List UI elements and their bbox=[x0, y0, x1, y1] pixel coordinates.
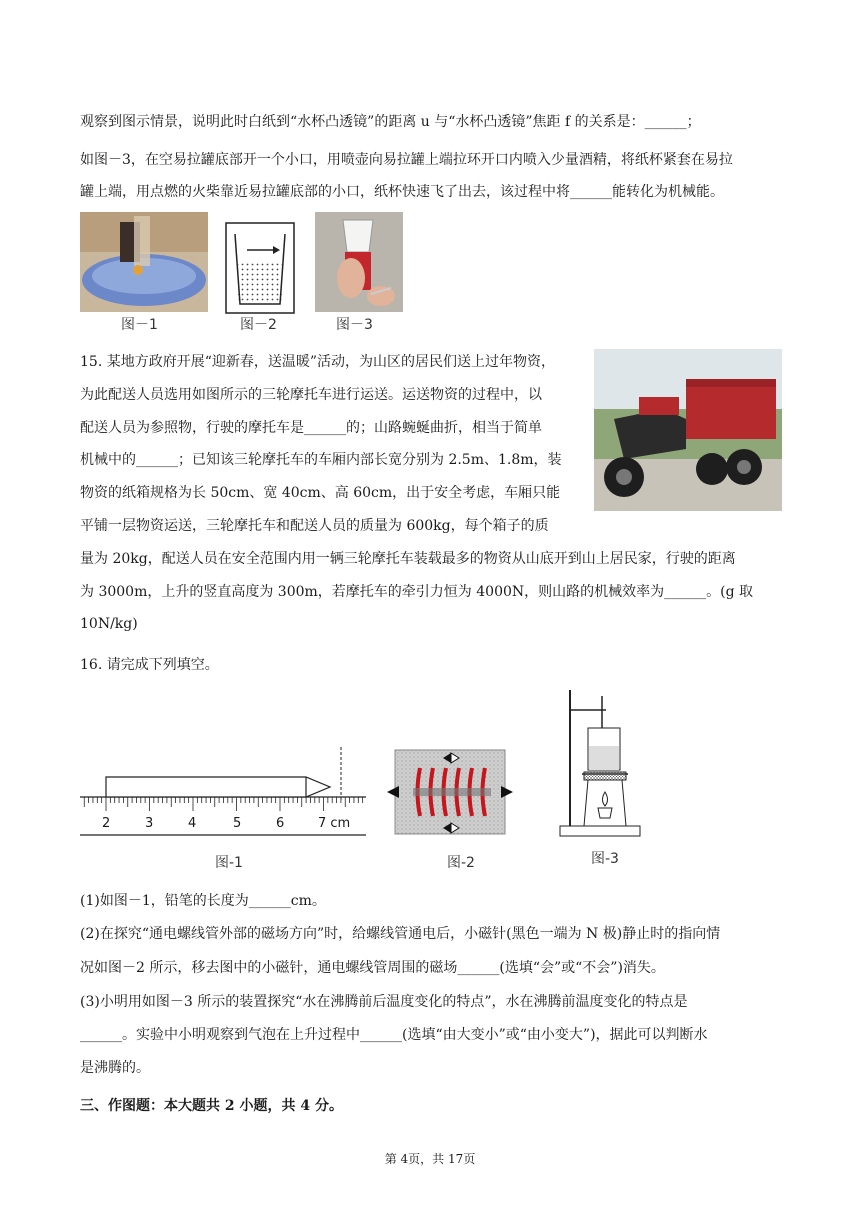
q15-line-5: 物资的纸箱规格为长 50cm、宽 40cm、高 60cm，出于安全考虑，车厢只能 bbox=[80, 485, 561, 501]
caption-bottom-fig1: 图-1 bbox=[215, 855, 243, 871]
q15-line-4: 机械中的______；已知该三轮摩托车的车厢内部长宽分别为 2.5m、1.8m，装 bbox=[80, 452, 562, 468]
solenoid-photo-figure bbox=[385, 748, 515, 836]
q16-title: 16. 请完成下列填空。 bbox=[80, 657, 219, 673]
q16-sub3-line2: ______。实验中小明观察到气泡在上升过程中______(选填“由大变小”或“由小变大”)，据此可以判断水 bbox=[80, 1027, 708, 1043]
caption-bottom-fig3: 图-3 bbox=[591, 851, 619, 867]
q16-sub2-line2: 况如图－2 所示，移去图中的小磁针，通电螺线管周围的磁场______(选填“会”或“不会”)消失。 bbox=[80, 960, 665, 976]
text-line-3: 罐上端，用点燃的火柴靠近易拉罐底部的小口，纸杯快速飞了出去，该过程中将______能转化为机械能。 bbox=[80, 184, 724, 200]
photo-can-cup-figure bbox=[315, 212, 403, 312]
photo-basin-figure bbox=[80, 212, 208, 312]
ruler-tick-label: 3 bbox=[145, 816, 154, 831]
caption-top-fig3: 图－3 bbox=[336, 317, 373, 333]
q16-sub2-line1: (2)在探究“通电螺线管外部的磁场方向”时，给螺线管通电后，小磁针(黑色一端为 N 极)静止时的指向情 bbox=[80, 926, 721, 942]
ruler-tick-label: 6 bbox=[276, 816, 285, 831]
q15-line-1: 15. 某地方政府开展“迎新春，送温暖”活动，为山区的居民们送上过年物资， bbox=[80, 354, 556, 370]
q16-sub3-line3: 是沸腾的。 bbox=[80, 1060, 150, 1076]
section-heading-drawing: 三、作图题：本大题共 2 小题，共 4 分。 bbox=[80, 1098, 343, 1114]
q16-sub3-line1: (3)小明用如图－3 所示的装置探究“水在沸腾前后温度变化的特点”，水在沸腾前温度变化的特点是 bbox=[80, 994, 688, 1010]
q15-line-9: 10N/kg) bbox=[80, 616, 138, 632]
q15-line-6: 平铺一层物资运送，三轮摩托车和配送人员的质量为 600kg，每个箱子的质 bbox=[80, 518, 549, 534]
boiling-apparatus-figure bbox=[558, 688, 643, 838]
q15-line-3: 配送人员为参照物，行驶的摩托车是______的；山路蜿蜒曲折，相当于简单 bbox=[80, 420, 542, 436]
text-line-2: 如图－3，在空易拉罐底部开一个小口，用喷壶向易拉罐上端拉环开口内喷入少量酒精，将纸杯紧套在易拉 bbox=[80, 152, 733, 168]
ruler-tick-label: 2 bbox=[102, 816, 111, 831]
page-footer: 第 4页，共 17页 bbox=[384, 1152, 476, 1166]
q15-line-8: 为 3000m，上升的竖直高度为 300m，若摩托车的牵引力恒为 4000N，则山路的机械效率为______。(g 取 bbox=[80, 584, 754, 600]
caption-bottom-fig2: 图-2 bbox=[447, 855, 475, 871]
ruler-tick-label: 5 bbox=[233, 816, 242, 831]
photo-tricycle-motorcycle bbox=[594, 349, 782, 511]
q16-sub1: (1)如图－1，铅笔的长度为______cm。 bbox=[80, 893, 326, 909]
q15-line-7: 量为 20kg，配送人员在安全范围内用一辆三轮摩托车装载最多的物资从山底开到山上居民家，行驶的距离 bbox=[80, 551, 736, 567]
ruler-label-row bbox=[78, 816, 368, 836]
q15-line-2: 为此配送人员选用如图所示的三轮摩托车进行运送。运送物资的过程中，以 bbox=[80, 387, 542, 403]
ruler-tick-label: 7 cm bbox=[318, 816, 351, 831]
text-line-1: 观察到图示情景，说明此时白纸到“水杯凸透镜”的距离 u 与“水杯凸透镜”焦距 f 的关系是：______； bbox=[80, 114, 701, 130]
ruler-tick-label: 4 bbox=[188, 816, 197, 831]
caption-top-fig1: 图－1 bbox=[121, 317, 158, 333]
caption-top-fig2: 图－2 bbox=[240, 317, 277, 333]
beaker-arrow-figure bbox=[225, 222, 295, 314]
